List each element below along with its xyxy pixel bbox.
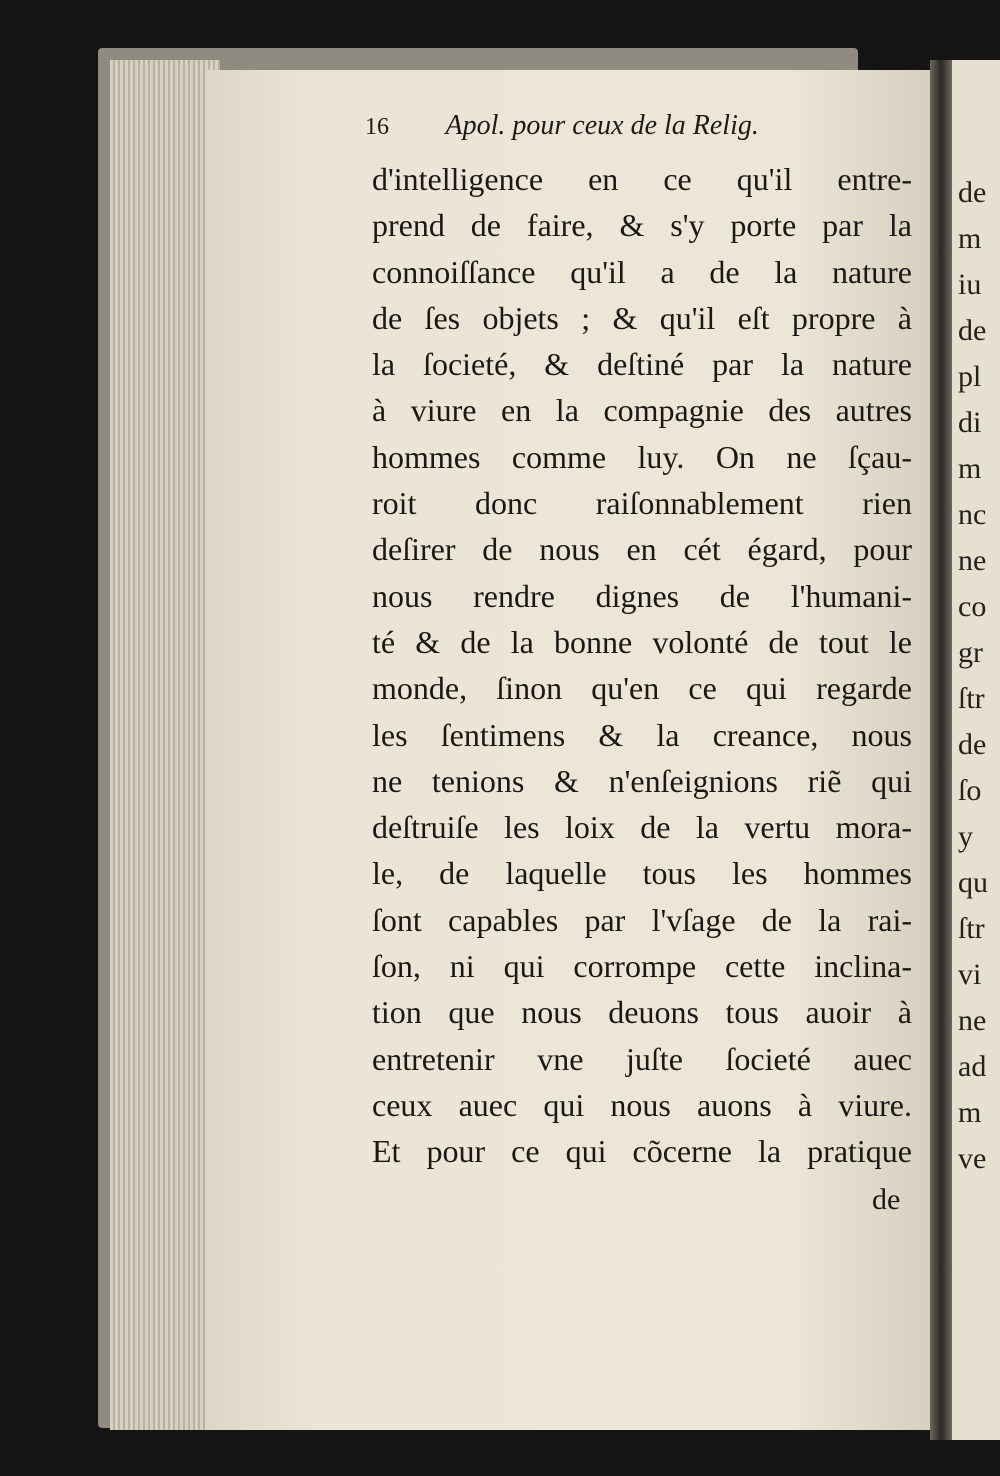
facing-text-fragment: ve <box>958 1142 987 1175</box>
facing-text-fragment: y <box>958 820 973 853</box>
facing-text-fragment: ſtr <box>958 682 985 715</box>
catchword: de <box>872 1183 901 1216</box>
text-line: prend de faire, & s'y porte par la <box>372 207 912 244</box>
text-line: la ſocieté, & deſtiné par la nature <box>372 346 912 383</box>
facing-text-fragment: m <box>958 1096 982 1129</box>
text-line: ne tenions & n'enſeignions riẽ qui <box>372 762 912 799</box>
text-line: les ſentimens & la creance, nous <box>372 716 912 753</box>
text-line: ſon, ni qui corrompe cette inclina- <box>372 948 912 985</box>
facing-text-fragment: de <box>958 728 987 761</box>
text-line: té & de la bonne volonté de tout le <box>372 623 912 660</box>
text-line: le, de laquelle tous les hommes <box>372 855 912 892</box>
facing-text-fragment: m <box>958 452 982 485</box>
facing-text-fragment: ſo <box>958 774 982 807</box>
facing-text-fragment: ne <box>958 544 987 577</box>
text-line: tion que nous deuons tous auoir à <box>372 994 912 1031</box>
facing-text-fragment: nc <box>958 498 987 531</box>
text-line: roit donc raiſonnablement rien <box>372 485 912 522</box>
facing-text-fragment: de <box>958 176 987 209</box>
running-title: Apol. pour ceux de la Relig. <box>445 110 759 141</box>
text-line: ſont capables par l'vſage de la rai- <box>372 901 912 938</box>
facing-text-fragment: m <box>958 222 982 255</box>
book-gutter <box>930 60 952 1440</box>
facing-text-fragment: ne <box>958 1004 987 1037</box>
facing-text-fragment: de <box>958 314 987 347</box>
text-line: connoiſſance qu'il a de la nature <box>372 253 912 290</box>
facing-text-fragment: iu <box>958 268 982 301</box>
text-line: monde, ſinon qu'en ce qui regarde <box>372 670 912 707</box>
facing-text-fragment: di <box>958 406 982 439</box>
facing-text-fragment: ad <box>958 1050 987 1083</box>
text-line: entretenir vne juſte ſocieté auec <box>372 1040 912 1077</box>
page-edges <box>110 60 220 1430</box>
text-line: à viure en la compagnie des autres <box>372 392 912 429</box>
text-line: deſtruiſe les loix de la vertu mora- <box>372 809 912 846</box>
text-line: Et pour ce qui cõcerne la pratique <box>372 1133 912 1170</box>
facing-text-fragment: qu <box>958 866 988 899</box>
text-line: nous rendre dignes de l'humani- <box>372 577 912 614</box>
running-header <box>365 108 865 144</box>
text-line: de ſes objets ; & qu'il eſt propre à <box>372 299 912 336</box>
page-number: 16 <box>365 114 389 140</box>
body-text <box>372 156 912 1175</box>
facing-page-text <box>958 170 988 1182</box>
facing-text-fragment: ſtr <box>958 912 985 945</box>
facing-text-fragment: gr <box>958 636 983 669</box>
text-line: d'intelligence en ce qu'il entre- <box>372 161 912 197</box>
facing-text-fragment: pl <box>958 360 982 393</box>
text-line: ceux auec qui nous auons à viure. <box>372 1086 912 1123</box>
facing-text-fragment: co <box>958 590 987 623</box>
facing-text-fragment: vi <box>958 958 982 991</box>
text-line: hommes comme luy. On ne ſçau- <box>372 438 912 475</box>
text-line: deſirer de nous en cét égard, pour <box>372 531 912 568</box>
